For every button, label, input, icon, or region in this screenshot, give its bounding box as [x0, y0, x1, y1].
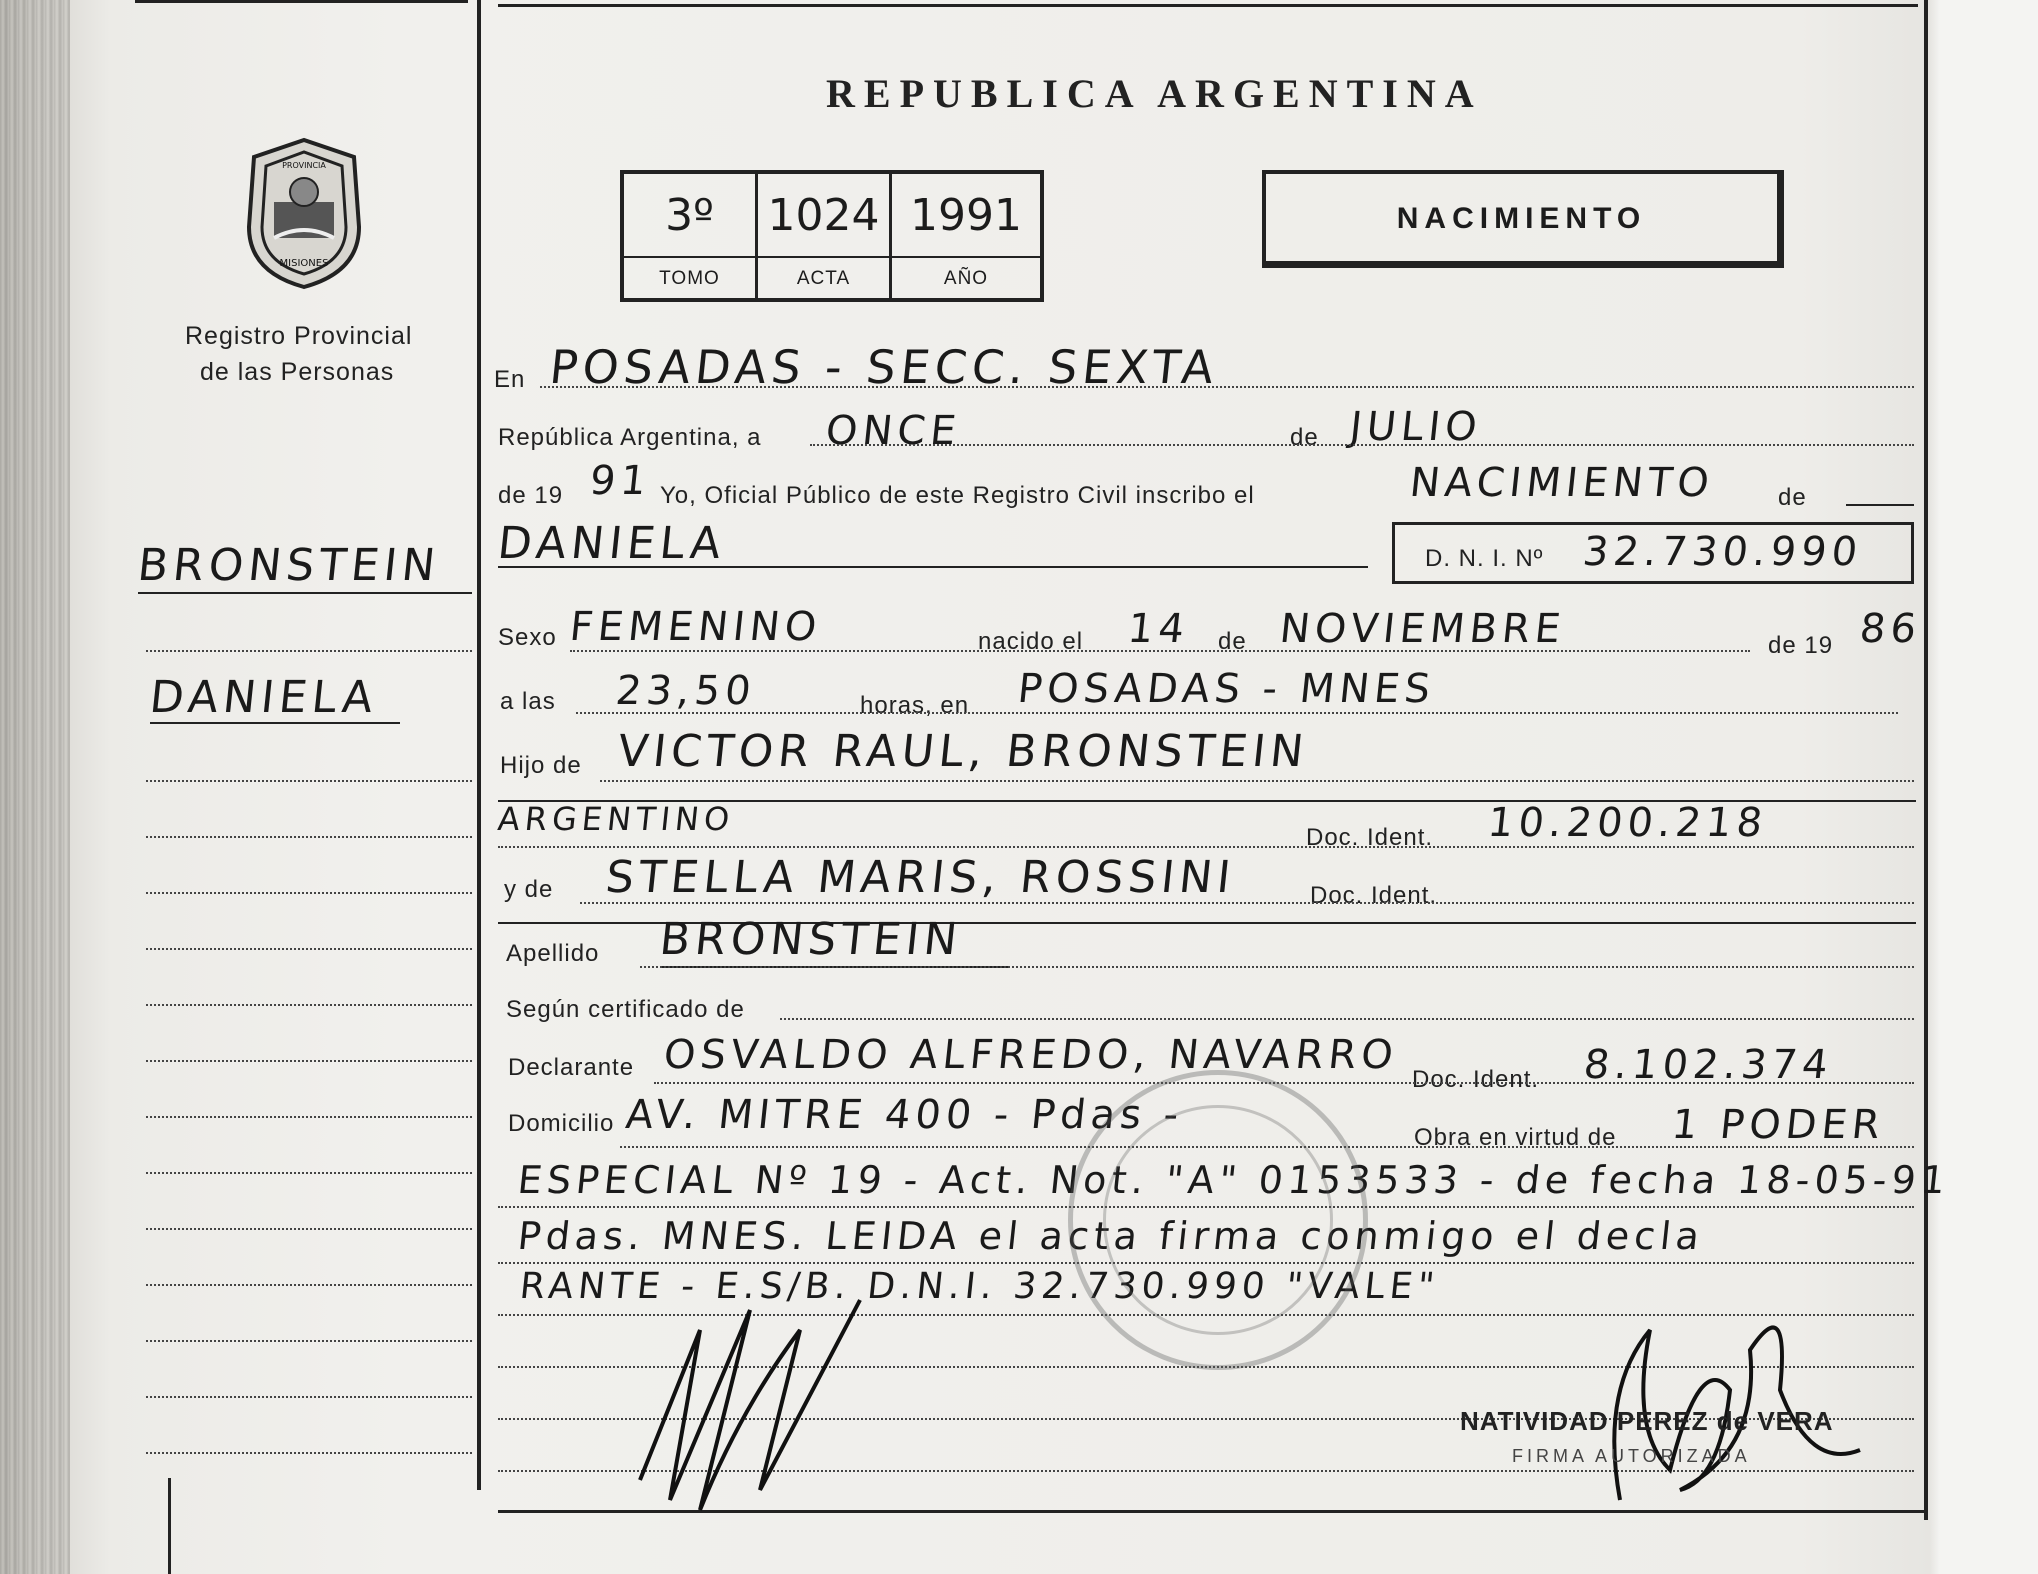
margin-dotline — [146, 1116, 472, 1118]
rep-day: ONCE — [823, 408, 964, 454]
mother-doc-label: Doc. Ident. — [1310, 882, 1438, 909]
rep-label: República Argentina, a — [498, 424, 762, 451]
margin-dotline — [146, 1452, 472, 1454]
anio-cell — [892, 174, 1040, 298]
notes-line1: ESPECIAL Nº 19 - Act. Not. "A" 0153533 - de fecha 18-05-91 — [515, 1158, 1953, 1202]
tomo-cell — [624, 174, 758, 298]
dni-box — [1392, 522, 1914, 584]
year-prefix-label: de 19 — [498, 482, 564, 509]
margin-name-underline — [150, 722, 400, 724]
birth-day: 14 — [1125, 606, 1192, 652]
en-line — [540, 386, 1914, 388]
margin-dotline — [146, 1172, 472, 1174]
record-number-box — [620, 170, 1044, 302]
obra-label: Obra en virtud de — [1414, 1124, 1617, 1151]
domicilio-value: AV. MITRE 400 - Pdas - — [623, 1092, 1186, 1138]
dni-label: D. N. I. Nº — [1425, 545, 1544, 572]
birth-month: NOVIEMBRE — [1277, 606, 1568, 652]
record-type: NACIMIENTO — [1396, 202, 1647, 235]
provincial-seal-icon — [234, 132, 374, 292]
child-name-rule — [498, 566, 1368, 568]
nationality-line — [498, 846, 1914, 848]
official-stamp — [1068, 1070, 1368, 1370]
dni-value: 32.730.990 — [1580, 529, 1865, 575]
horas-label: horas, en — [860, 692, 970, 719]
margin-surname: BRONSTEIN — [135, 540, 443, 591]
margin-dotline — [146, 780, 472, 782]
apellido-line — [640, 966, 1914, 968]
margin-dotline — [146, 1396, 472, 1398]
en-label: En — [494, 366, 526, 393]
official-label: Yo, Oficial Público de este Registro Civil inscribo el — [660, 482, 1255, 509]
year-suffix: 91 — [587, 458, 654, 504]
sexo-label: Sexo — [498, 624, 557, 651]
segun-label: Según certificado de — [506, 996, 745, 1023]
en-value: POSADAS - SECC. SEXTA — [547, 340, 1222, 394]
bottom-tick — [168, 1478, 171, 1574]
birth-year: 86 — [1857, 606, 1924, 652]
declarante-value: OSVALDO ALFREDO, NAVARRO — [661, 1032, 1401, 1078]
sexo-line — [570, 650, 1750, 652]
father-doc-label: Doc. Ident. — [1306, 824, 1434, 851]
tomo-label: TOMO — [659, 268, 720, 289]
birth-de-label: de — [1218, 628, 1247, 655]
margin-dotline — [146, 1284, 472, 1286]
margin-dotline — [146, 948, 472, 950]
child-name: DANIELA — [495, 518, 729, 569]
hijo-line — [600, 780, 1914, 782]
declarante-doc: 8.102.374 — [1581, 1042, 1835, 1088]
anio-label: AÑO — [943, 268, 989, 289]
margin-dotline — [146, 836, 472, 838]
margin-given-name: DANIELA — [147, 672, 381, 723]
notes-line3: RANTE - E.S/B. D.N.I. 32.730.990 "VALE" — [517, 1266, 1442, 1307]
apellido-label: Apellido — [506, 940, 600, 967]
act-de-label: de — [1778, 484, 1807, 511]
registry-line2: de las Personas — [200, 358, 395, 386]
declarant-signature — [630, 1270, 880, 1520]
acta-value: 1024 — [767, 190, 880, 241]
act-value: NACIMIENTO — [1407, 460, 1717, 506]
nacido-label: nacido el — [978, 628, 1084, 655]
margin-dotline — [146, 892, 472, 894]
seal-bottom-text: MISIONES — [279, 258, 329, 269]
hijo-label: Hijo de — [500, 752, 582, 779]
margin-dotline — [146, 1004, 472, 1006]
book-spine — [0, 0, 70, 1574]
seal-top-text: PROVINCIA — [282, 161, 326, 170]
father-name: VICTOR RAUL, BRONSTEIN — [615, 726, 1311, 777]
domicilio-label: Domicilio — [508, 1110, 615, 1137]
acta-label: ACTA — [796, 268, 851, 289]
margin-divider — [477, 0, 481, 1490]
birth-year-prefix: de 19 — [1768, 632, 1834, 659]
margin-dotline — [146, 1060, 472, 1062]
mother-name: STELLA MARIS, ROSSINI — [603, 852, 1238, 903]
margin-dotline — [146, 650, 472, 652]
rep-de-label: de — [1290, 424, 1319, 451]
sexo-value: FEMENINO — [567, 604, 824, 650]
official-signature — [1560, 1270, 1880, 1520]
acta-cell — [758, 174, 892, 298]
alas-line — [576, 712, 1898, 714]
top-rule-left — [135, 0, 468, 3]
margin-rule — [138, 592, 472, 594]
birth-time: 23,50 — [613, 668, 758, 714]
father-doc: 10.200.218 — [1485, 800, 1770, 846]
birth-place: POSADAS - MNES — [1015, 666, 1438, 712]
obra-value: 1 PODER — [1669, 1102, 1888, 1148]
anio-value: 1991 — [910, 190, 1022, 241]
tomo-value: 3º — [665, 190, 714, 241]
country-title: REPUBLICA ARGENTINA — [826, 71, 1483, 116]
top-rule-right — [498, 4, 1918, 7]
father-nationality: ARGENTINO — [496, 800, 737, 838]
act-rule — [1846, 504, 1914, 506]
declarante-line — [654, 1082, 1914, 1084]
margin-dotline — [146, 1340, 472, 1342]
right-border — [1924, 0, 1928, 1520]
yde-label: y de — [504, 876, 554, 903]
apellido-value: BRONSTEIN — [657, 914, 965, 965]
record-type-box — [1262, 170, 1784, 268]
segun-line — [780, 1018, 1914, 1020]
yde-line — [580, 902, 1914, 904]
alas-label: a las — [500, 688, 556, 715]
registry-line1: Registro Provincial — [185, 322, 413, 350]
notes-line2: Pdas. MNES. LEIDA el acta firma conmigo el decla — [515, 1214, 1707, 1258]
rep-month: JULIO — [1347, 404, 1485, 450]
declarante-doc-label: Doc. Ident. — [1412, 1066, 1540, 1093]
official-name: NATIVIDAD PEREZ de VERA — [1460, 1406, 1834, 1436]
official-title: FIRMA AUTORIZADA — [1512, 1446, 1751, 1466]
declarante-label: Declarante — [508, 1054, 635, 1081]
margin-dotline — [146, 1228, 472, 1230]
rep-line — [810, 444, 1914, 446]
